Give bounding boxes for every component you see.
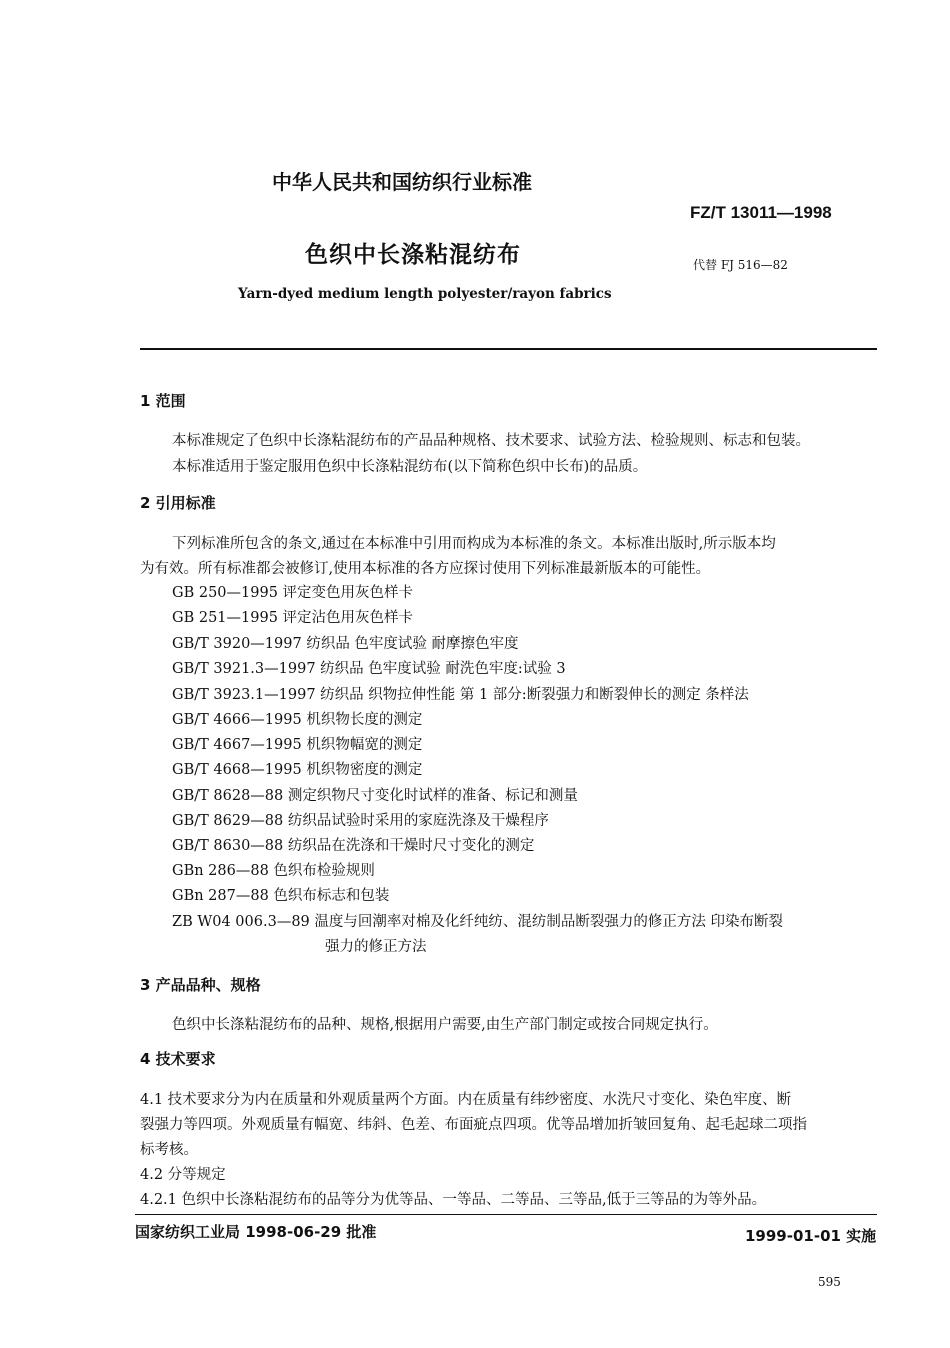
- reference-standard: GB/T 4667—1995 机织物幅宽的测定: [172, 737, 423, 753]
- reference-standard: GB 251—1995 评定沾色用灰色样卡: [172, 610, 414, 626]
- reference-standard: GBn 286—88 色织布检验规则: [172, 863, 375, 879]
- reference-standard-continuation: 强力的修正方法: [325, 939, 427, 955]
- section-4-heading: 4 技术要求: [140, 1050, 216, 1068]
- section-4-2-heading: 4.2 分等规定: [140, 1167, 226, 1183]
- section-3-heading: 3 产品品种、规格: [140, 976, 261, 994]
- reference-standard: ZB W04 006.3—89 温度与回潮率对棉及化纤纯纺、混纺制品断裂强力的修正方法 印染布断裂: [172, 914, 783, 930]
- approval-date: 国家纺织工业局 1998-06-29 批准: [135, 1223, 377, 1241]
- header-divider: [140, 348, 877, 350]
- page-number: 595: [818, 1275, 841, 1289]
- effective-date: 1999-01-01 实施: [745, 1227, 877, 1245]
- reference-standard: GB/T 4666—1995 机织物长度的测定: [172, 712, 423, 728]
- section-1-heading: 1 范围: [140, 392, 186, 410]
- reference-standard: GB/T 3923.1—1997 纺织品 织物拉伸性能 第 1 部分:断裂强力和断裂伸长的测定 条样法: [172, 687, 749, 703]
- standard-category-title: 中华人民共和国纺织行业标准: [272, 170, 532, 194]
- section-4-2-1-text: 4.2.1 色织中长涤粘混纺布的品等分为优等品、一等品、二等品、三等品,低于三等品的为等外品。: [140, 1192, 767, 1208]
- document-title-cn: 色织中长涤粘混纺布: [305, 242, 521, 268]
- reference-standard: GB/T 8629—88 纺织品试验时采用的家庭洗涤及干燥程序: [172, 813, 549, 829]
- section-1-paragraph: 本标准适用于鉴定服用色织中长涤粘混纺布(以下简称色织中长布)的品质。: [172, 459, 648, 475]
- section-3-paragraph: 色织中长涤粘混纺布的品种、规格,根据用户需要,由生产部门制定或按合同规定执行。: [172, 1017, 718, 1033]
- reference-standard: GB 250—1995 评定变色用灰色样卡: [172, 585, 414, 601]
- section-2-paragraph: 下列标准所包含的条文,通过在本标准中引用而构成为本标准的条文。本标准出版时,所示版本均: [172, 536, 776, 552]
- footer-divider: [135, 1214, 877, 1215]
- reference-standard: GB/T 8628—88 测定织物尺寸变化时试样的准备、标记和测量: [172, 788, 578, 804]
- reference-standard: GB/T 4668—1995 机织物密度的测定: [172, 762, 423, 778]
- section-4-1-text: 标考核。: [140, 1142, 198, 1158]
- document-title-en: Yarn-dyed medium length polyester/rayon fabrics: [238, 286, 612, 302]
- section-1-paragraph: 本标准规定了色织中长涤粘混纺布的产品品种规格、技术要求、试验方法、检验规则、标志和包装。: [172, 433, 810, 449]
- reference-standard: GBn 287—88 色织布标志和包装: [172, 888, 390, 904]
- reference-standard: GB/T 3920—1997 纺织品 色牢度试验 耐摩擦色牢度: [172, 636, 519, 652]
- section-4-1-text: 裂强力等四项。外观质量有幅宽、纬斜、色差、布面疵点四项。优等品增加折皱回复角、起毛起球二项指: [140, 1117, 807, 1133]
- reference-standard: GB/T 8630—88 纺织品在洗涤和干燥时尺寸变化的测定: [172, 838, 535, 854]
- section-4-1-text: 4.1 技术要求分为内在质量和外观质量两个方面。内在质量有纬纱密度、水洗尺寸变化、染色牢度、断: [140, 1092, 792, 1108]
- reference-standard: GB/T 3921.3—1997 纺织品 色牢度试验 耐洗色牢度:试验 3: [172, 661, 566, 677]
- section-2-paragraph: 为有效。所有标准都会被修订,使用本标准的各方应探讨使用下列标准最新版本的可能性。: [140, 561, 711, 577]
- replaces-standard: 代替 FJ 516—82: [693, 258, 788, 272]
- standard-number: FZ/T 13011—1998: [690, 203, 832, 222]
- section-2-heading: 2 引用标准: [140, 494, 216, 512]
